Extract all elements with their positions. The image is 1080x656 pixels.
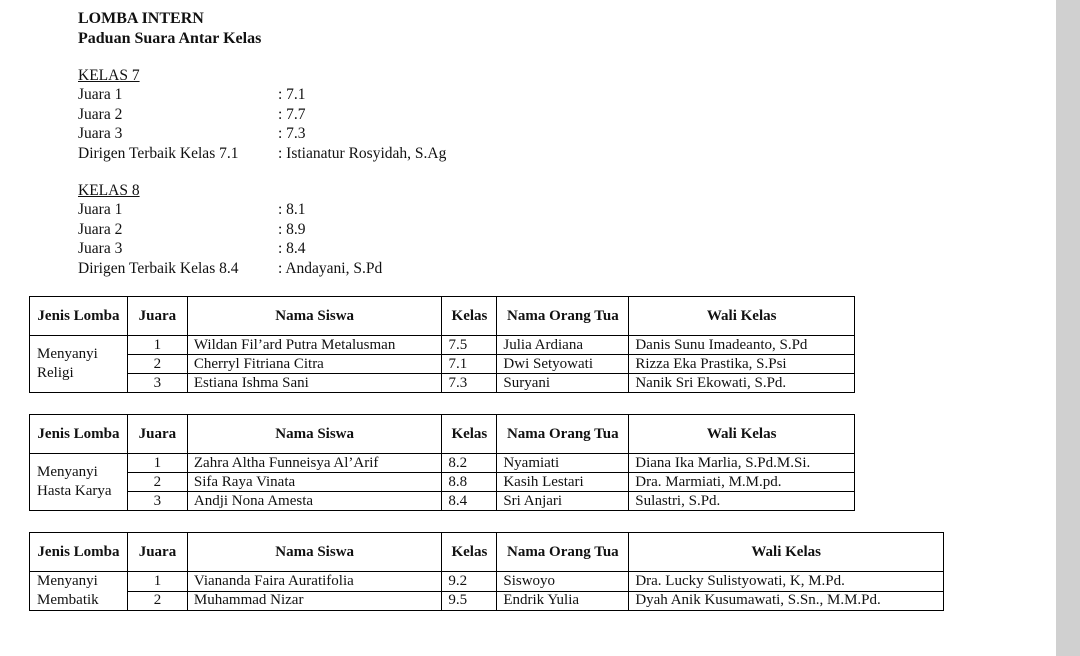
table-row <box>30 454 855 473</box>
header-nama-orang-tua: Nama Orang Tua <box>497 297 629 336</box>
kelas-cell: 9.5 <box>442 591 497 611</box>
header-nama-orang-tua: Nama Orang Tua <box>497 533 629 572</box>
winner-row <box>78 85 306 104</box>
table-row <box>30 374 855 393</box>
nama-siswa-cell: Estiana Ishma Sani <box>187 374 442 393</box>
table-row <box>30 473 855 492</box>
nama-siswa-cell: Andji Nona Amesta <box>187 492 442 511</box>
header-wali-kelas: Wali Kelas <box>629 297 855 336</box>
nama-siswa-cell: Sifa Raya Vinata <box>187 473 442 492</box>
winner-row <box>78 200 306 219</box>
table-header-row <box>30 533 944 572</box>
kelas-cell: 7.5 <box>442 336 497 355</box>
nama-siswa-cell: Cherryl Fitriana Citra <box>187 355 442 374</box>
page-title: LOMBA INTERN <box>78 10 204 27</box>
header-nama-siswa: Nama Siswa <box>187 415 442 454</box>
header-jenis-lomba: Jenis Lomba <box>30 533 128 572</box>
best-conductor-label: Dirigen Terbaik Kelas 8.4 <box>78 259 239 277</box>
nama-orang-tua-cell: Siswoyo <box>497 572 629 592</box>
best-conductor-row <box>78 259 383 278</box>
juara-cell: 1 <box>127 572 187 592</box>
nama-orang-tua-cell: Julia Ardiana <box>497 336 629 355</box>
header-wali-kelas: Wali Kelas <box>629 415 855 454</box>
winner-value: : 7.3 <box>278 125 306 143</box>
winner-row <box>78 124 306 143</box>
winner-row <box>78 105 306 124</box>
header-kelas: Kelas <box>442 297 497 336</box>
winner-value: : 8.9 <box>278 220 306 238</box>
nama-orang-tua-cell: Dwi Setyowati <box>497 355 629 374</box>
jenis-lomba-cell: Menyanyi Hasta Karya <box>30 454 128 511</box>
section-kelas-8 <box>78 181 383 278</box>
section-title: KELAS 7 <box>78 67 140 84</box>
vertical-scrollbar[interactable] <box>1056 0 1080 656</box>
juara-cell: 2 <box>127 473 187 492</box>
jenis-lomba-cell: Menyanyi Membatik <box>30 572 128 611</box>
best-conductor-label: Dirigen Terbaik Kelas 7.1 <box>78 144 239 162</box>
wali-kelas-cell: Nanik Sri Ekowati, S.Pd. <box>629 374 855 393</box>
juara-cell: 3 <box>127 492 187 511</box>
table-header-row <box>30 297 855 336</box>
nama-orang-tua-cell: Endrik Yulia <box>497 591 629 611</box>
kelas-cell: 9.2 <box>442 572 497 592</box>
header-juara: Juara <box>127 415 187 454</box>
nama-siswa-cell: Viananda Faira Auratifolia <box>187 572 442 592</box>
table-row <box>30 591 944 611</box>
winner-row <box>78 220 306 239</box>
table-header-row <box>30 415 855 454</box>
results-table-religi <box>29 296 855 393</box>
juara-cell: 1 <box>127 454 187 473</box>
results-table-hasta-karya <box>29 414 855 511</box>
kelas-cell: 7.3 <box>442 374 497 393</box>
wali-kelas-cell: Sulastri, S.Pd. <box>629 492 855 511</box>
results-table-membatik <box>29 532 944 611</box>
winner-label: Juara 3 <box>78 125 123 143</box>
best-conductor-row <box>78 144 447 163</box>
wali-kelas-cell: Dra. Marmiati, M.M.pd. <box>629 473 855 492</box>
header-kelas: Kelas <box>442 533 497 572</box>
table-row <box>30 355 855 374</box>
winner-value: : 8.1 <box>278 201 306 219</box>
nama-siswa-cell: Zahra Altha Funneisya Al’Arif <box>187 454 442 473</box>
header-wali-kelas: Wali Kelas <box>629 533 944 572</box>
best-conductor-value: : Andayani, S.Pd <box>278 259 383 277</box>
juara-cell: 3 <box>127 374 187 393</box>
header-nama-siswa: Nama Siswa <box>187 533 442 572</box>
winner-value: : 8.4 <box>278 240 306 258</box>
table-row <box>30 492 855 511</box>
juara-cell: 2 <box>127 591 187 611</box>
nama-orang-tua-cell: Suryani <box>497 374 629 393</box>
header-juara: Juara <box>127 297 187 336</box>
section-kelas-7 <box>78 66 447 163</box>
table-row <box>30 336 855 355</box>
juara-cell: 2 <box>127 355 187 374</box>
nama-orang-tua-cell: Nyamiati <box>497 454 629 473</box>
wali-kelas-cell: Danis Sunu Imadeanto, S.Pd <box>629 336 855 355</box>
nama-siswa-cell: Wildan Fil’ard Putra Metalusman <box>187 336 442 355</box>
table-row <box>30 572 944 592</box>
kelas-cell: 8.2 <box>442 454 497 473</box>
winner-value: : 7.1 <box>278 86 306 104</box>
nama-orang-tua-cell: Sri Anjari <box>497 492 629 511</box>
header-juara: Juara <box>127 533 187 572</box>
nama-siswa-cell: Muhammad Nizar <box>187 591 442 611</box>
header-jenis-lomba: Jenis Lomba <box>30 415 128 454</box>
wali-kelas-cell: Dyah Anik Kusumawati, S.Sn., M.M.Pd. <box>629 591 944 611</box>
page-subtitle: Paduan Suara Antar Kelas <box>78 30 262 47</box>
kelas-cell: 8.4 <box>442 492 497 511</box>
wali-kelas-cell: Rizza Eka Prastika, S.Psi <box>629 355 855 374</box>
winner-row <box>78 239 306 258</box>
kelas-cell: 8.8 <box>442 473 497 492</box>
winner-label: Juara 2 <box>78 220 123 238</box>
winner-value: : 7.7 <box>278 105 306 123</box>
jenis-lomba-cell: Menyanyi Religi <box>30 336 128 393</box>
section-title: KELAS 8 <box>78 182 140 199</box>
best-conductor-value: : Istianatur Rosyidah, S.Ag <box>278 144 447 162</box>
header-jenis-lomba: Jenis Lomba <box>30 297 128 336</box>
wali-kelas-cell: Diana Ika Marlia, S.Pd.M.Si. <box>629 454 855 473</box>
header-kelas: Kelas <box>442 415 497 454</box>
header-nama-orang-tua: Nama Orang Tua <box>497 415 629 454</box>
nama-orang-tua-cell: Kasih Lestari <box>497 473 629 492</box>
winner-label: Juara 1 <box>78 201 123 219</box>
winner-label: Juara 1 <box>78 86 123 104</box>
winner-label: Juara 3 <box>78 240 123 258</box>
juara-cell: 1 <box>127 336 187 355</box>
kelas-cell: 7.1 <box>442 355 497 374</box>
winner-label: Juara 2 <box>78 105 123 123</box>
wali-kelas-cell: Dra. Lucky Sulistyowati, K, M.Pd. <box>629 572 944 592</box>
header-nama-siswa: Nama Siswa <box>187 297 442 336</box>
